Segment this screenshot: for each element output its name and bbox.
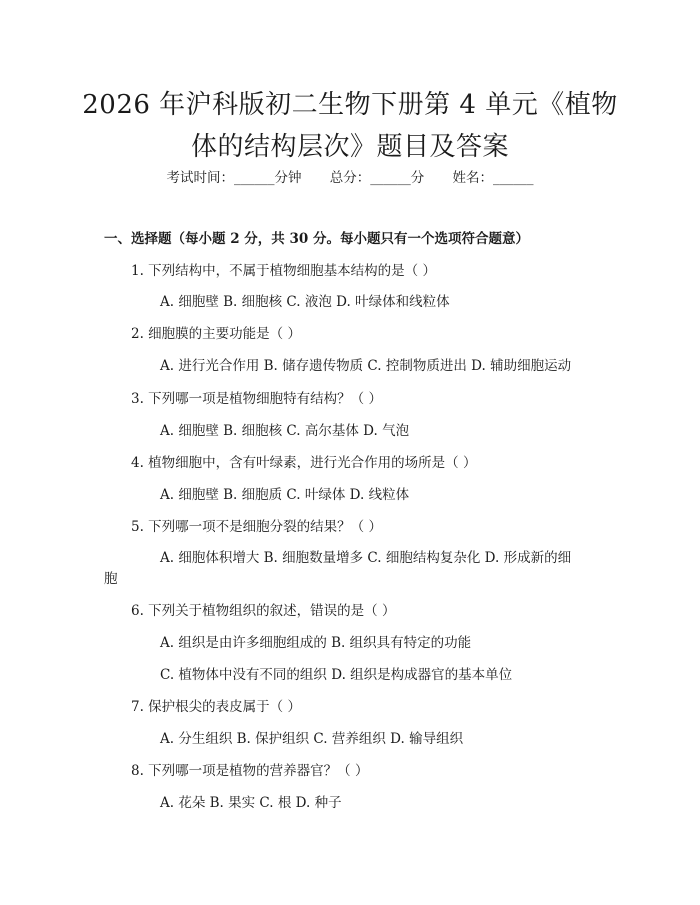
- title-line-2: 体的结构层次》题目及答案: [190, 132, 509, 162]
- title-line-1: 2026 年沪科版初二生物下册第 4 单元《植物: [82, 90, 618, 120]
- question-options: A. 组织是由许多细胞组成的 B. 组织具有特定的功能: [160, 635, 472, 651]
- question-options-wrap: 胞: [104, 571, 118, 587]
- exam-time: 考试时间：______分钟: [166, 170, 302, 186]
- question-stem: 4. 植物细胞中，含有叶绿素，进行光合作用的场所是（ ）: [131, 455, 477, 471]
- question-options: C. 植物体中没有不同的组织 D. 组织是构成器官的基本单位: [160, 667, 513, 683]
- question-options: A. 细胞壁 B. 细胞质 C. 叶绿体 D. 线粒体: [160, 487, 410, 503]
- question-stem: 1. 下列结构中，不属于植物细胞基本结构的是（ ）: [131, 263, 436, 279]
- section-heading: 一、选择题（每小题 2 分，共 30 分。每小题只有一个选项符合题意）: [104, 231, 529, 247]
- question-options: A. 细胞壁 B. 细胞核 C. 高尔基体 D. 气泡: [160, 423, 410, 439]
- question-options: A. 花朵 B. 果实 C. 根 D. 种子: [160, 795, 342, 811]
- question-stem: 3. 下列哪一项是植物细胞特有结构？（ ）: [131, 391, 382, 407]
- question-stem: 6. 下列关于植物组织的叙述，错误的是（ ）: [131, 603, 396, 619]
- page-title: [60, 84, 640, 168]
- question-options: A. 细胞体积增大 B. 细胞数量增多 C. 细胞结构复杂化 D. 形成新的细: [160, 550, 572, 566]
- question-options: A. 细胞壁 B. 细胞核 C. 液泡 D. 叶绿体和线粒体: [160, 294, 450, 310]
- question-stem: 7. 保护根尖的表皮属于（ ）: [131, 699, 301, 715]
- question-stem: 2. 细胞膜的主要功能是（ ）: [131, 326, 301, 342]
- question-options: A. 分生组织 B. 保护组织 C. 营养组织 D. 输导组织: [160, 731, 464, 747]
- total-score: 总分：______分: [329, 170, 425, 186]
- question-stem: 8. 下列哪一项是植物的营养器官？（ ）: [131, 763, 369, 779]
- exam-meta: [0, 168, 700, 188]
- student-name: 姓名：______: [452, 170, 534, 186]
- question-stem: 5. 下列哪一项不是细胞分裂的结果？（ ）: [131, 519, 382, 535]
- question-options: A. 进行光合作用 B. 储存遗传物质 C. 控制物质进出 D. 辅助细胞运动: [160, 358, 572, 374]
